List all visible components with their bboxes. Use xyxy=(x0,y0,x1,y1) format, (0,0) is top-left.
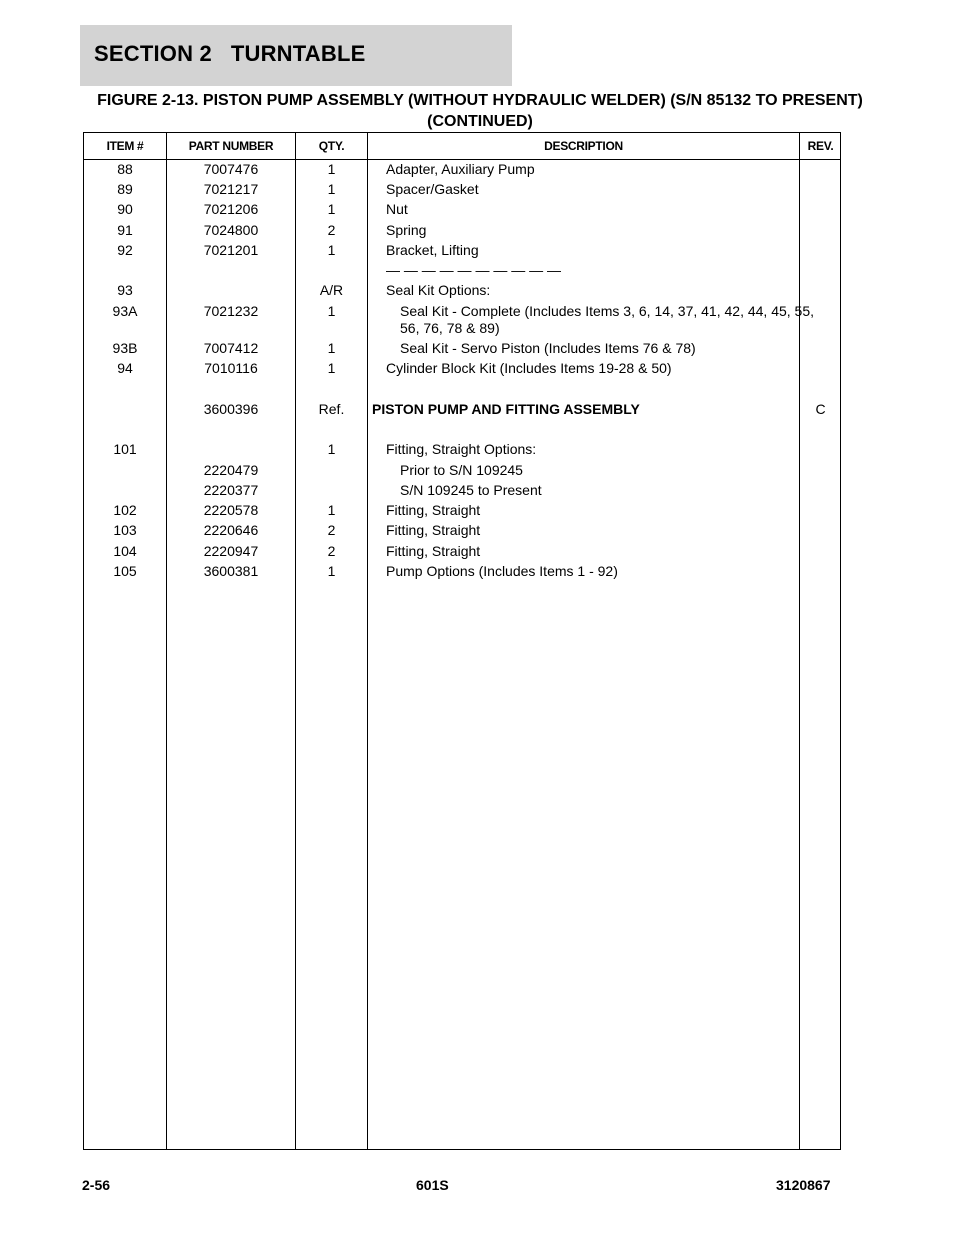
description-cell: Spacer/Gasket xyxy=(386,181,479,197)
item-cell: 88 xyxy=(117,161,133,177)
column-header-rev: REV. xyxy=(807,139,834,153)
qty-cell: 2 xyxy=(327,222,336,238)
column-header-item: ITEM # xyxy=(106,139,144,153)
qty-cell: 1 xyxy=(327,201,336,217)
part-number-cell: 7021201 xyxy=(203,242,259,258)
description-cell: Pump Options (Includes Items 1 - 92) xyxy=(386,563,618,579)
description-cell: Bracket, Lifting xyxy=(386,242,479,258)
part-number-cell: 2220479 xyxy=(203,462,259,478)
description-cell: — — — — — — — — — — xyxy=(386,262,562,278)
item-cell: 89 xyxy=(117,181,133,197)
manual-number: 3120867 xyxy=(776,1177,831,1193)
parts-table xyxy=(83,132,841,1150)
qty-cell: 1 xyxy=(327,181,336,197)
description-cell: Nut xyxy=(386,201,408,217)
column-divider xyxy=(367,133,368,1149)
description-cell: Prior to S/N 109245 xyxy=(400,462,523,478)
part-number-cell: 7021217 xyxy=(203,181,259,197)
qty-cell: Ref. xyxy=(318,401,345,417)
part-number-cell: 2220947 xyxy=(203,543,259,559)
item-cell: 102 xyxy=(113,502,137,518)
column-header-part-number: PART NUMBER xyxy=(188,139,274,153)
item-cell: 94 xyxy=(117,360,133,376)
description-cell: Seal Kit - Servo Piston (Includes Items 76 & 78) xyxy=(400,340,696,356)
description-cell: Cylinder Block Kit (Includes Items 19-28 & 50) xyxy=(386,360,672,376)
section-title: SECTION 2 TURNTABLE xyxy=(94,41,366,66)
description-cell: PISTON PUMP AND FITTING ASSEMBLY xyxy=(372,401,640,417)
item-cell: 93 xyxy=(117,282,133,298)
part-number-cell: 3600381 xyxy=(203,563,259,579)
part-number-cell: 2220646 xyxy=(203,522,259,538)
qty-cell: 1 xyxy=(327,441,336,457)
part-number-cell: 7024800 xyxy=(203,222,259,238)
description-cell: Adapter, Auxiliary Pump xyxy=(386,161,535,177)
qty-cell: 1 xyxy=(327,502,336,518)
qty-cell: 2 xyxy=(327,543,336,559)
description-cell: Fitting, Straight xyxy=(386,522,481,538)
qty-cell: 1 xyxy=(327,563,336,579)
figure-title: FIGURE 2-13. PISTON PUMP ASSEMBLY (WITHOUT HYDRAULIC WELDER) (S/N 85132 TO PRESENT) (CONTINUED) xyxy=(97,92,863,130)
item-cell: 93B xyxy=(112,340,138,356)
qty-cell: 1 xyxy=(327,242,336,258)
model-number: 601S xyxy=(416,1177,449,1193)
item-cell: 105 xyxy=(113,563,137,579)
description-cell: Seal Kit - Complete (Includes Items 3, 6, 14, 37, 41, 42, 44, 45, 55, 56, 76, 78 & 89) xyxy=(400,303,815,336)
item-cell: 91 xyxy=(117,222,133,238)
part-number-cell: 2220377 xyxy=(203,482,259,498)
part-number-cell: 7007476 xyxy=(203,161,259,177)
column-header-description: DESCRIPTION xyxy=(544,139,623,153)
qty-cell: 1 xyxy=(327,303,336,319)
description-cell: S/N 109245 to Present xyxy=(400,482,542,498)
item-cell: 92 xyxy=(117,242,133,258)
qty-cell: 2 xyxy=(327,522,336,538)
item-cell: 90 xyxy=(117,201,133,217)
rev-cell: C xyxy=(815,401,826,417)
column-header-qty: QTY. xyxy=(318,139,345,153)
qty-cell: 1 xyxy=(327,360,336,376)
column-divider xyxy=(166,133,167,1149)
qty-cell: 1 xyxy=(327,340,336,356)
description-cell: Spring xyxy=(386,222,427,238)
item-cell: 103 xyxy=(113,522,137,538)
description-cell: Seal Kit Options: xyxy=(386,282,491,298)
part-number-cell: 7021206 xyxy=(203,201,259,217)
description-cell: Fitting, Straight Options: xyxy=(386,441,537,457)
part-number-cell: 7010116 xyxy=(204,360,258,376)
qty-cell: 1 xyxy=(327,161,336,177)
part-number-cell: 2220578 xyxy=(203,502,259,518)
item-cell: 101 xyxy=(113,441,137,457)
part-number-cell: 7021232 xyxy=(203,303,259,319)
item-cell: 93A xyxy=(112,303,138,319)
description-cell: Fitting, Straight xyxy=(386,502,481,518)
section-banner xyxy=(80,25,512,86)
item-cell: 104 xyxy=(113,543,137,559)
description-cell: Fitting, Straight xyxy=(386,543,481,559)
page-number: 2-56 xyxy=(82,1177,111,1193)
header-divider xyxy=(84,159,840,160)
qty-cell: A/R xyxy=(319,282,344,298)
part-number-cell: 7007412 xyxy=(203,340,259,356)
part-number-cell: 3600396 xyxy=(203,401,259,417)
